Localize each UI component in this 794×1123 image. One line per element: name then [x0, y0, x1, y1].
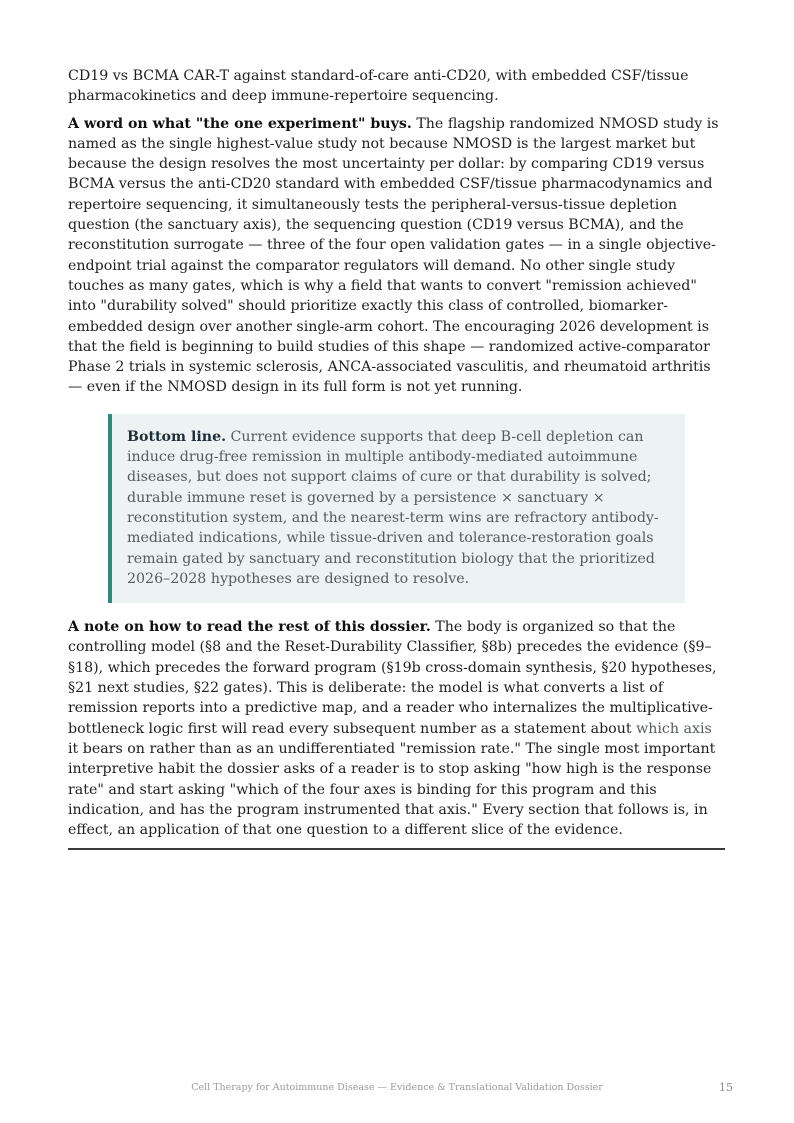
bottom-line-lead: Bottom line.: [127, 428, 227, 445]
page-footer-title: Cell Therapy for Autoimmune Disease — Evidence & Translational Validation Dossier: [191, 1082, 603, 1093]
intro-paragraph: [68, 66, 725, 107]
reading-note-text-1: The body is organized so that the controlling model (§8 and the Reset-Durability Classifier, §8b) precedes the evidence (§9–§18), which precedes the forward program (§19b cross-domain synthesis, §20 hypotheses, §21 next studies, §22 gates). This is deliberate: the model is what converts a list of remission reports into a predictive map, and a reader who internalizes the multiplicative-bottleneck logic first will read every subsequent number as a statement about: [68, 619, 717, 737]
reading-note-lead: A note on how to read the rest of this dossier.: [68, 619, 431, 636]
experiment-text: The flagship randomized NMOSD study is named as the single highest-value study not because NMOSD is the largest market but because the design resolves the most uncertainty per dollar: by comparing CD19 versus BCMA versus the anti-CD20 standard with embedded CSF/tissue pharmacodynamics and repertoire sequencing, it simultaneously tests the peripheral-versus-tissue depletion question (the sanctuary axis), the sequencing question (CD19 versus BCMA), and the reconstitution surrogate — three of the four open validation gates — in a single objective-endpoint trial against the comparator regulators will demand. No other single study touches as many gates, which is why a field that wants to convert "remission achieved" into "durability solved" should prioritize exactly this class of controlled, biomarker-embedded design over another single-arm cohort. The encouraging 2026 development is that the field is beginning to build studies of this shape — randomized active-comparator Phase 2 trials in systemic sclerosis, ANCA-associated vasculitis, and rheumatoid arthritis — even if the NMOSD design in its full form is not yet running.: [68, 115, 719, 396]
bottom-line-callout: [108, 414, 685, 603]
which-axis-highlight: which axis: [636, 720, 712, 737]
reading-note-text-2: it bears on rather than as an undifferentiated "remission rate." The single most important interpretive habit the dossier asks of a reader is to stop asking "how high is the response rate" and start asking "which of the four axes is binding for this program and this indication, and has the program instrumented that axis." Every section that follows is, in effect, an application of that one question to a different slice of the evidence.: [68, 740, 716, 839]
document-body: [68, 66, 725, 850]
section-divider: [68, 848, 725, 850]
experiment-paragraph: [68, 114, 725, 398]
experiment-lead: A word on what "the one experiment" buys.: [68, 115, 412, 132]
reading-note-paragraph: [68, 617, 725, 840]
page-number: 15: [719, 1081, 733, 1094]
bottom-line-text: Current evidence supports that deep B-cell depletion can induce drug-free remission in multiple antibody-mediated autoimmune diseases, but does not support claims of cure or that durability is solved; durable immune reset is governed by a persistence × sanctuary × reconstitution system, and the nearest-term wins are refractory antibody-mediated indications, while tissue-driven and tolerance-restoration goals remain gated by sanctuary and reconstitution biology that the prioritized 2026–2028 hypotheses are designed to resolve.: [127, 428, 659, 587]
intro-text: CD19 vs BCMA CAR-T against standard-of-care anti-CD20, with embedded CSF/tissue pharmacokinetics and deep immune-repertoire sequencing.: [68, 68, 689, 105]
